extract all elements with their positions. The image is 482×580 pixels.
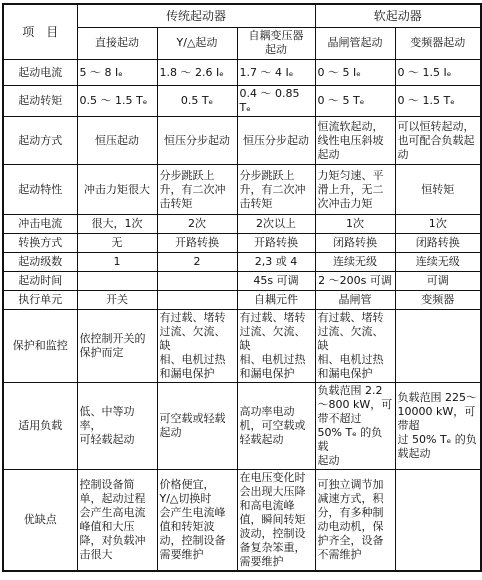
table-cell: 1次 (395, 215, 481, 234)
table-cell: 控制设备简 单，起动过程 会产生高电流 峰值和大压 降，对负载冲 击很大 (77, 470, 157, 572)
table-cell: 在电压变化时 会出现大压降 和高电流峰 值，瞬间转矩 波动，控制设 备复杂笨重， 需要维护 (237, 470, 315, 572)
table-cell: 连续无级 (315, 253, 395, 272)
table-row (3, 215, 481, 234)
table-cell: 负载范围 2.2 ～800 kW，可 带不超过 50% Tₑ 的负载 起动 (315, 383, 395, 470)
table-cell: 冲击力矩很大 (77, 165, 157, 215)
table-cell: 可调 (395, 272, 481, 291)
table-cell: 自耦元件 (237, 291, 315, 310)
table-cell: 恒压分步起动 (237, 117, 315, 165)
row-label: 适用负载 (3, 383, 77, 470)
table-cell: 开路转换 (157, 234, 237, 253)
table-cell: 0.4 ～ 0.85 Tₑ (237, 86, 315, 117)
table-cell: 0.5 ～ 1.5 Tₑ (77, 86, 157, 117)
row-label: 起动级数 (3, 253, 77, 272)
table-cell: 变频器 (395, 291, 481, 310)
row-label: 优缺点 (3, 470, 77, 572)
traditional-starter-header: 传统起动器 (77, 4, 315, 27)
table-row (3, 291, 481, 310)
table-row (3, 86, 481, 117)
table-cell: 2次 (157, 215, 237, 234)
table-cell (77, 272, 157, 291)
table-cell: 力矩匀速、平 滑上升，无二 次冲击力矩 (315, 165, 395, 215)
table-cell: 2次以上 (237, 215, 315, 234)
table-cell: 低、中等功率， 可轻载起动 (77, 383, 157, 470)
table-cell: 0 ～ 5 Tₑ (315, 86, 395, 117)
table-cell: 0 ～ 5 Iₑ (315, 60, 395, 86)
table-cell: 有过载、堵转 过流、欠流、缺 相、电机过热 和漏电保护 (315, 310, 395, 383)
table-cell: 闭路转换 (315, 234, 395, 253)
table-cell: 依控制开关的 保护而定 (77, 310, 157, 383)
table-cell: 可独立调节加 减速方式，积 分，有多种制 动电动机，保 护齐全，设备 不需维护 (315, 470, 395, 572)
table-cell: 2 (157, 253, 237, 272)
table-cell: 晶闸管 (315, 291, 395, 310)
table-row (3, 470, 481, 572)
table-cell: 恒压起动 (77, 117, 157, 165)
method-thyristor: 晶闸管起动 (315, 27, 395, 59)
table-cell: 1 (77, 253, 157, 272)
table-cell (395, 310, 481, 383)
row-label: 起动时间 (3, 272, 77, 291)
table-cell: 分步跳跃上 升，有二次冲 击转矩 (237, 165, 315, 215)
starter-comparison-table (2, 3, 482, 572)
table-row (3, 117, 481, 165)
item-header: 项 目 (3, 4, 77, 60)
table-cell: 1.8 ～ 2.6 Iₑ (157, 60, 237, 86)
table-cell: 有过载、堵转 过流、欠流、缺 相、电机过热 和漏电保护 (237, 310, 315, 383)
row-label: 转换方式 (3, 234, 77, 253)
table-cell: 闭路转换 (395, 234, 481, 253)
method-vfd: 变频器起动 (395, 27, 481, 59)
row-label: 起动特性 (3, 165, 77, 215)
table-cell: 分步跳跃上 升，有二次冲 击转矩 (157, 165, 237, 215)
table-cell: 1.7 ～ 4 Iₑ (237, 60, 315, 86)
row-label: 起动电流 (3, 60, 77, 86)
table-cell: 很大，1次 (77, 215, 157, 234)
table-row (3, 60, 481, 86)
table-cell (395, 470, 481, 572)
table-cell: 可空载或轻载 起动 (157, 383, 237, 470)
table-cell: 开关 (77, 291, 157, 310)
table-cell: 有过载、堵转 过流、欠流、缺 相、电机过热 和漏电保护 (157, 310, 237, 383)
table-row (3, 383, 481, 470)
table-cell: 5 ～ 8 Iₑ (77, 60, 157, 86)
method-autotransformer: 自耦变压器 起动 (237, 27, 315, 59)
table-cell: 2,3 或 4 (237, 253, 315, 272)
method-star-delta: Y/△起动 (157, 27, 237, 59)
table-cell: 高功率电动 机，可空载或 轻载起动 (237, 383, 315, 470)
group-header-row (3, 4, 481, 27)
table-cell: 可以恒转起动， 也可配合负载起 动 (395, 117, 481, 165)
row-label: 起动转矩 (3, 86, 77, 117)
table-cell: 0.5 Tₑ (157, 86, 237, 117)
table-cell: 恒流软起动， 线性电压斜坡 起动 (315, 117, 395, 165)
table-row (3, 253, 481, 272)
table-cell (157, 291, 237, 310)
row-label: 冲击电流 (3, 215, 77, 234)
table-cell: 恒转矩 (395, 165, 481, 215)
table-cell: 无 (77, 234, 157, 253)
table-row (3, 272, 481, 291)
table-cell: 价格便宜， Y/△切换时 会产生电流峰 值和转矩波 动，控制设备 需要维护 (157, 470, 237, 572)
table-row (3, 234, 481, 253)
row-label: 保护和监控 (3, 310, 77, 383)
table-cell (157, 272, 237, 291)
table-row (3, 310, 481, 383)
table-cell: 1次 (315, 215, 395, 234)
row-label: 执行单元 (3, 291, 77, 310)
table-cell: 恒压分步起动 (157, 117, 237, 165)
table-cell: 2 ～200s 可调 (315, 272, 395, 291)
method-direct: 直接起动 (77, 27, 157, 59)
table-cell: 连续无级 (395, 253, 481, 272)
table-cell: 负载范围 225～ 10000 kW，可带超 过 50% Tₑ 的负 载起动 (395, 383, 481, 470)
table-cell: 45s 可调 (237, 272, 315, 291)
table-cell: 开路转换 (237, 234, 315, 253)
row-label: 起动方式 (3, 117, 77, 165)
table-cell: 0 ～ 1.5 Iₑ (395, 60, 481, 86)
table-row (3, 165, 481, 215)
table-cell: 0 ～ 1.5 Tₑ (395, 86, 481, 117)
soft-starter-header: 软起动器 (315, 4, 481, 27)
